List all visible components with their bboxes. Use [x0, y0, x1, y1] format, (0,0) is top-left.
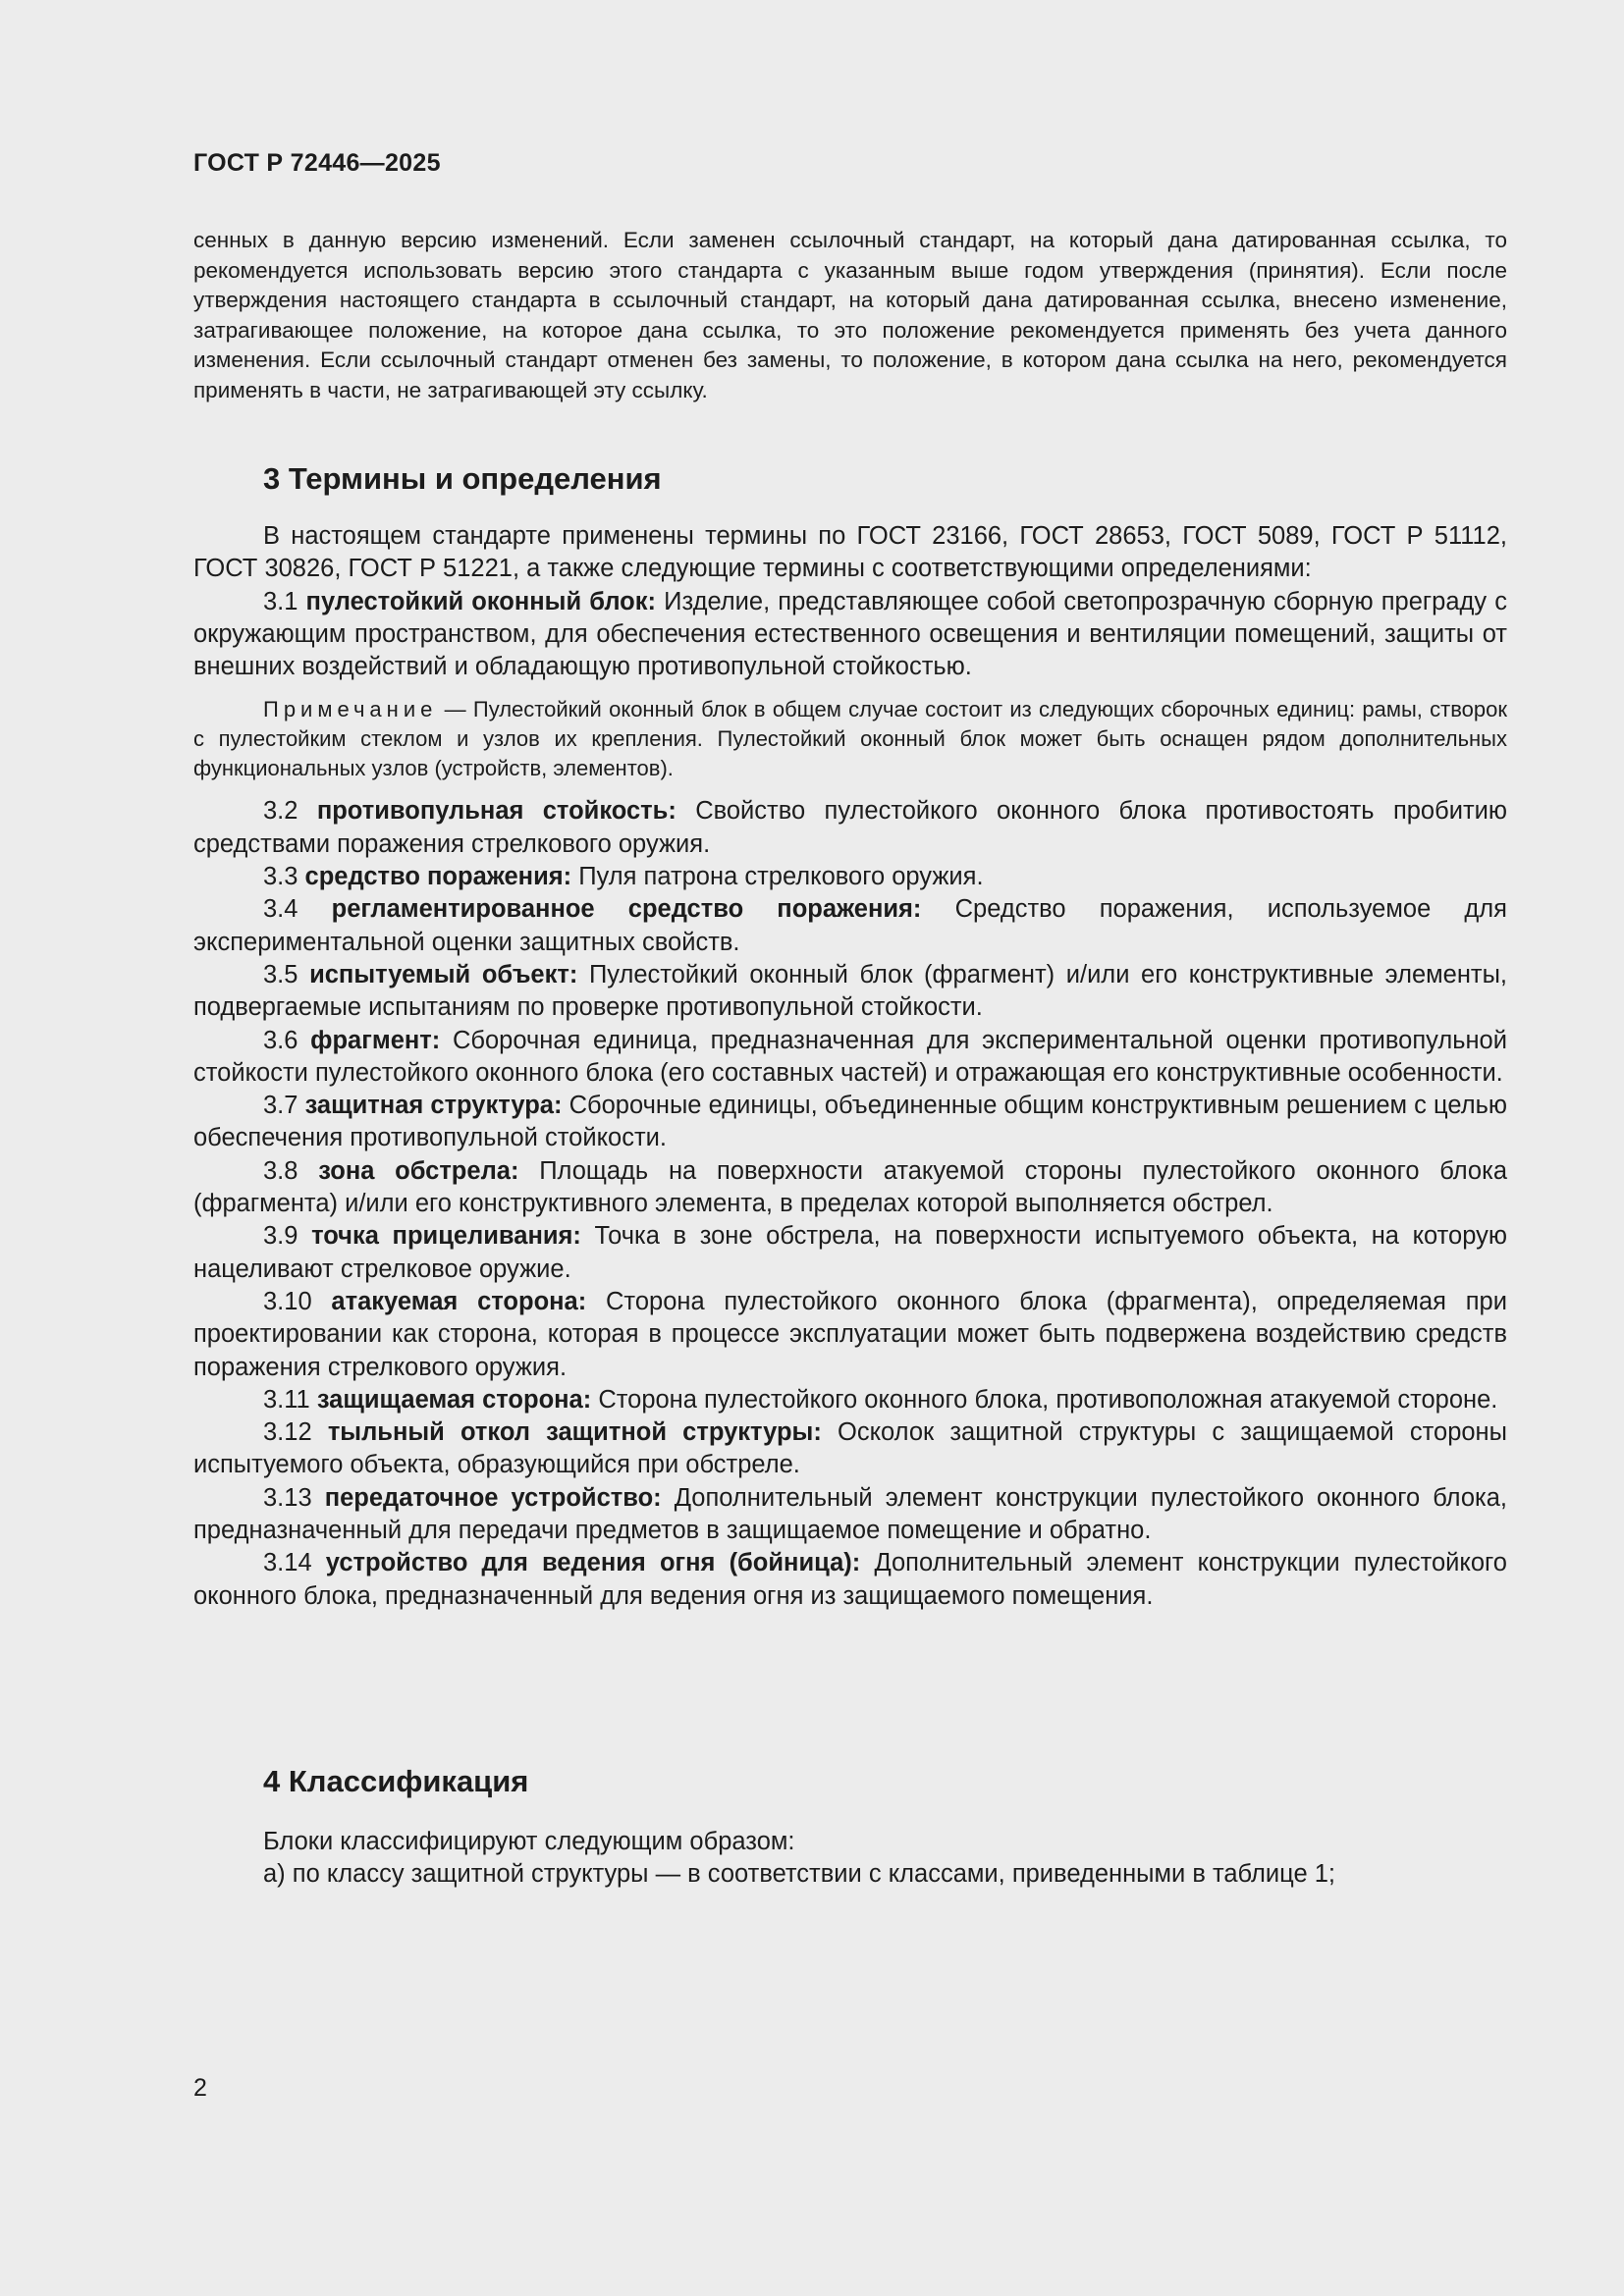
term-definition: Пулестойкий оконный блок (фрагмент) и/или его конструктивные элементы, подвергаемые испытаниям по проверке противопульной стойкости.: [193, 960, 1508, 1022]
term-3-1: [193, 586, 1507, 684]
term-3-14: [193, 1547, 1507, 1613]
continuation-paragraph: сенных в данную версию изменений. Если заменен ссылочный стандарт, на который дана датированная ссылка, то рекомендуется использовать версию этого стандарта с указанным выше годом утверждения (принятия). Если после утверждения настоящего стандарта в ссылочный стандарт, на который дана датированная ссылка, внесено изменение, затрагивающее положение, на которое дана ссылка, то это положение рекомендуется применять без учета данного изменения. Если ссылочный стандарт отменен без замены, то положение, в котором дана ссылка на него, рекомендуется применять в части, не затрагивающей эту ссылку.: [193, 228, 1507, 402]
term-number: 3.9: [263, 1222, 298, 1251]
term-3-9: [193, 1220, 1507, 1286]
term-definition: Осколок защитной структуры с защищаемой стороны испытуемого объекта, образующийся при обстреле.: [193, 1418, 1507, 1479]
term-definition: Сборочные единицы, объединенные общим конструктивным решением с целью обеспечения противопульной стойкости.: [193, 1092, 1507, 1152]
term-3-8: [193, 1155, 1507, 1221]
term-number: 3.14: [263, 1549, 312, 1577]
term-number: 3.1: [263, 587, 298, 615]
term-name: устройство для ведения огня (бойница):: [325, 1549, 861, 1577]
term-definition: Сторона пулестойкого оконного блока (фрагмента), определяемая при проектировании как сторона, которая в процессе эксплуатации может быть подвержена воздействию средств поражения стрелкового оружия.: [193, 1287, 1507, 1381]
term-definition: Площадь на поверхности атакуемой стороны пулестойкого оконного блока (фрагмента) и/или его конструктивного элемента, в пределах которой выполняется обстрел.: [193, 1156, 1508, 1218]
term-number: 3.13: [263, 1483, 312, 1512]
term-number: 3.3: [263, 863, 298, 891]
term-number: 3.6: [263, 1026, 298, 1054]
term-3-10: [193, 1286, 1507, 1384]
term-name: противопульная стойкость:: [316, 797, 677, 826]
term-3-6: [193, 1025, 1507, 1091]
term-name: точка прицеливания:: [311, 1222, 581, 1251]
term-number: 3.8: [263, 1156, 298, 1185]
term-name: средство поражения:: [304, 863, 572, 891]
term-3-13: [193, 1482, 1507, 1548]
term-3-3: [193, 861, 1507, 893]
section-3-body: [193, 520, 1507, 1613]
section-3-heading: 3 Термины и определения: [263, 461, 662, 496]
term-definition: Сторона пулестойкого оконного блока, противоположная атакуемой стороне.: [598, 1385, 1498, 1414]
term-definition: Сборочная единица, предназначенная для экспериментальной оценки противопульной стойкости пулестойкого оконного блока (его составных частей) и отражающая его конструктивные особенности.: [193, 1026, 1507, 1087]
term-definition: Пуля патрона стрелкового оружия.: [578, 863, 984, 891]
term-3-12: [193, 1416, 1507, 1482]
term-number: 3.4: [263, 895, 298, 924]
page-number: 2: [193, 2074, 207, 2102]
term-name: передаточное устройство:: [324, 1483, 662, 1512]
term-name: пулестойкий оконный блок:: [305, 587, 657, 615]
note-paragraph: [193, 695, 1507, 783]
note-dash: —: [444, 697, 466, 722]
term-definition: Точка в зоне обстрела, на поверхности испытуемого объекта, на которую нацеливают стрелковое оружие.: [193, 1222, 1507, 1283]
section-4-heading: 4 Классификация: [263, 1764, 529, 1798]
term-name: атакуемая сторона:: [331, 1287, 587, 1315]
section-4-body: [193, 1826, 1507, 1892]
term-number: 3.2: [263, 797, 298, 826]
term-name: защищаемая сторона:: [316, 1385, 592, 1414]
term-definition: Средство поражения, используемое для экспериментальной оценки защитных свойств.: [193, 895, 1507, 956]
term-3-5: [193, 959, 1507, 1025]
section-3-intro: В настоящем стандарте применены термины по ГОСТ 23166, ГОСТ 28653, ГОСТ 5089, ГОСТ Р 51112, ГОСТ 30826, ГОСТ Р 51221, а также следующие термины с соответствующими определениями:: [193, 522, 1507, 583]
term-3-11: [193, 1384, 1507, 1416]
note-text: Пулестойкий оконный блок в общем случае состоит из следующих сборочных единиц: рамы, створок с пулестойким стеклом и узлов их крепления. Пулестойкий оконный блок может быть оснащен рядом дополнительных функциональных узлов (устройств, элементов).: [193, 697, 1507, 781]
term-name: испытуемый объект:: [309, 960, 578, 988]
term-number: 3.5: [263, 960, 298, 988]
section-4-item-a: а) по классу защитной структуры — в соответствии с классами, приведенными в таблице 1;: [263, 1860, 1335, 1889]
term-number: 3.10: [263, 1287, 312, 1315]
term-name: фрагмент:: [310, 1026, 441, 1054]
section-4-intro: Блоки классифицируют следующим образом:: [263, 1828, 795, 1855]
term-name: зона обстрела:: [318, 1156, 519, 1185]
term-number: 3.11: [263, 1385, 310, 1414]
term-name: тыльный откол защитной структуры:: [327, 1418, 822, 1447]
term-definition: Свойство пулестойкого оконного блока противостоять пробитию средствами поражения стрелкового оружия.: [193, 797, 1508, 858]
term-definition: Дополнительный элемент конструкции пулестойкого оконного блока, предназначенный для передачи предметов в защищаемое помещение и обратно.: [193, 1483, 1507, 1545]
term-definition: Дополнительный элемент конструкции пулестойкого оконного блока, предназначенный для ведения огня из защищаемого помещения.: [193, 1549, 1507, 1610]
term-name: регламентированное средство поражения:: [331, 895, 922, 924]
document-code-header: ГОСТ Р 72446—2025: [193, 149, 441, 177]
term-definition: Изделие, представляющее собой светопрозрачную сборную преграду с окружающим пространством, для обеспечения естественного освещения и вентиляции помещений, защиты от внешних воздействий и обладающую противопульной стойкостью.: [193, 587, 1507, 681]
term-name: защитная структура:: [304, 1092, 563, 1120]
term-number: 3.7: [263, 1092, 298, 1120]
term-3-2: [193, 795, 1507, 861]
term-number: 3.12: [263, 1418, 312, 1447]
note-label: Примечание: [263, 697, 438, 722]
term-3-4: [193, 893, 1507, 959]
term-3-7: [193, 1090, 1507, 1155]
